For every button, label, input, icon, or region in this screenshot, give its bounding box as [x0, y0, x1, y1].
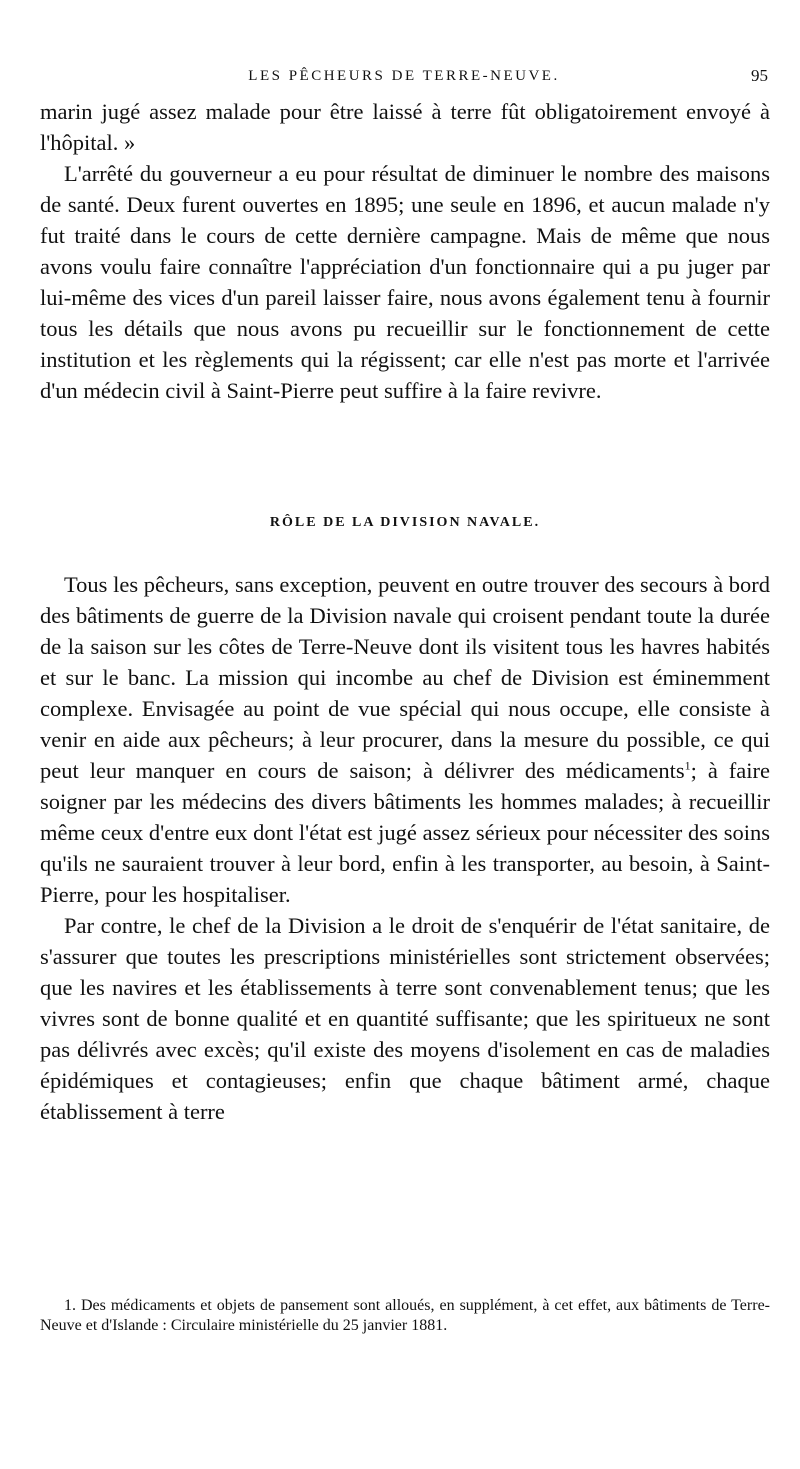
paragraph-text-part-2: ; à faire soigner par les médecins des divers bâtiments les hommes malades; à recueillir même ceux d'entre eux dont l'état est jugé assez sérieux pour nécessiter des soins qu'ils ne sauraient trouver à leur bord, enfin à les transporter, au besoin, à Saint-Pierre, pour les hospitaliser. — [40, 758, 770, 907]
page-number: 95 — [751, 66, 768, 85]
paragraph-naval-division — [40, 569, 770, 910]
body-text-bottom — [40, 569, 770, 1127]
running-head — [40, 64, 768, 88]
paragraph-text-part-1: Tous les pêcheurs, sans exception, peuvent en outre trouver des secours à bord des bâtiments de guerre de la Division navale qui croisent pendant toute la durée de la saison sur les côtes de Terre-Neuve dont ils visitent tous les havres habités et sur le banc. La mission qui incombe au chef de Division est éminemment complexe. Envisagée au point de vue spécial qui nous occupe, elle consiste à venir en aide aux pêcheurs; à leur procurer, dans la mesure du possible, ce qui peut leur manquer en cours de saison; à délivrer des médicaments — [40, 572, 770, 783]
footnote — [40, 1296, 770, 1336]
section-heading: RÔLE DE LA DIVISION NAVALE. — [269, 515, 541, 530]
paragraph-continued: marin jugé assez malade pour être laissé à terre fût obligatoirement envoyé à l'hôpital. » — [40, 99, 770, 155]
footnote-reference: 1 — [684, 758, 691, 773]
footnote-text: 1. Des médicaments et objets de pansement sont alloués, en supplément, à cet effet, aux bâtiments de Terre-Neuve et d'Islande : Circulaire ministérielle du 25 janvier 1881. — [40, 1297, 770, 1334]
body-text-top — [40, 96, 770, 406]
running-title: LES PÊCHEURS DE TERRE-NEUVE. — [248, 68, 560, 84]
paragraph-division-rights: Par contre, le chef de la Division a le droit de s'enquérir de l'état sanitaire, de s'assurer que toutes les prescriptions ministérielles sont strictement observées; que les navires et les établissements à terre sont convenablement tenus; que les vivres sont de bonne qualité et en quantité suffisante; que les spiritueux ne sont pas délivrés avec excès; qu'il existe des moyens d'isolement en cas de maladies épidémiques et contagieuses; enfin que chaque bâtiment armé, chaque établissement à terre — [40, 913, 770, 1124]
paragraph-decree-result: L'arrêté du gouverneur a eu pour résultat de diminuer le nombre des maisons de santé. Deux furent ouvertes en 1895; une seule en 1896, et aucun malade n'y fut traité dans le cours de cette dernière campagne. Mais de même que nous avons voulu faire connaître l'appréciation d'un fonctionnaire qui a pu juger par lui-même des vices d'un pareil laisser faire, nous avons également tenu à fournir tous les détails que nous avons pu recueillir sur le fonctionnement de cette institution et les règlements qui la régissent; car elle n'est pas morte et l'arrivée d'un médecin civil à Saint-Pierre peut suffire à la faire revivre. — [40, 161, 770, 403]
